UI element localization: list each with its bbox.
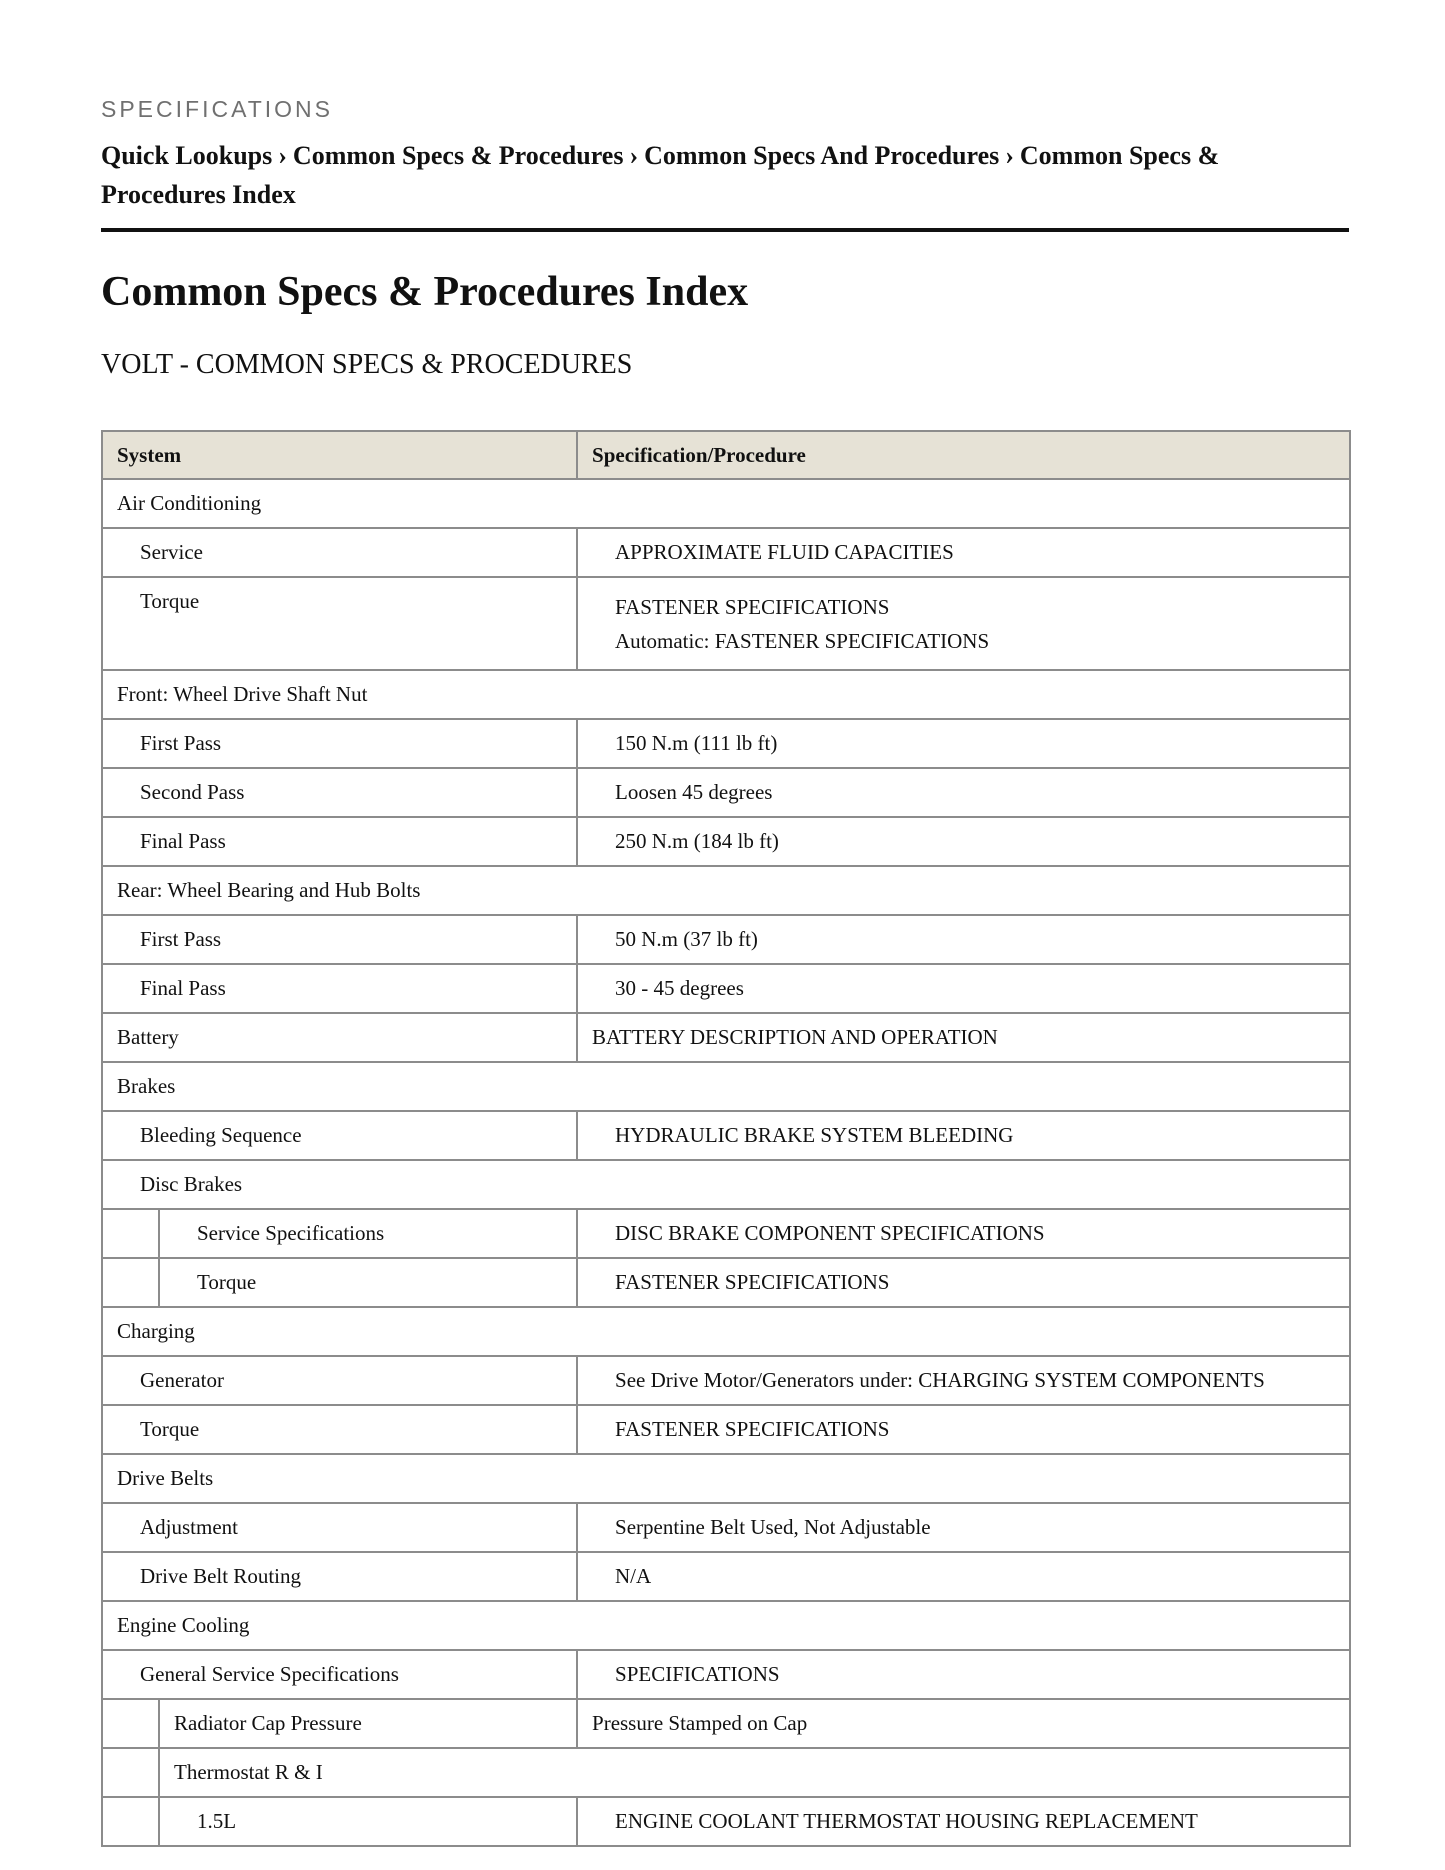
system-subgroup-label: Disc Brakes: [102, 1160, 1350, 1209]
page-title: Common Specs & Procedures Index: [101, 269, 749, 315]
table-row-group: [102, 866, 1350, 915]
table-row-group: [102, 1748, 1350, 1797]
system-cell: Adjustment: [102, 1503, 577, 1552]
table-row-group: [102, 1307, 1350, 1356]
system-cell: Drive Belt Routing: [102, 1552, 577, 1601]
table-row-group: [102, 1454, 1350, 1503]
system-group-label: Brakes: [102, 1062, 1350, 1111]
header-divider: [101, 228, 1349, 232]
indent-cell: [102, 1748, 159, 1797]
spec-link[interactable]: SPECIFICATIONS: [577, 1650, 1350, 1699]
breadcrumb-separator: ›: [1005, 141, 1014, 170]
system-group-label: Air Conditioning: [102, 479, 1350, 528]
system-cell: Generator: [102, 1356, 577, 1405]
specs-table: [101, 430, 1351, 1847]
table-row: [102, 964, 1350, 1013]
breadcrumb-item-current-page: Common Specs & Procedures Index: [101, 141, 1220, 209]
table-row-group: [102, 1062, 1350, 1111]
system-group-label: Front: Wheel Drive Shaft Nut: [102, 670, 1350, 719]
table-row: [102, 1405, 1350, 1454]
table-row: [102, 1356, 1350, 1405]
table-row: [102, 1258, 1350, 1307]
page-subtitle: VOLT - COMMON SPECS & PROCEDURES: [101, 349, 633, 380]
system-cell: Bleeding Sequence: [102, 1111, 577, 1160]
table-row-group: [102, 1601, 1350, 1650]
table-row: [102, 1503, 1350, 1552]
system-group-label: Engine Cooling: [102, 1601, 1350, 1650]
section-label: SPECIFICATIONS: [101, 96, 333, 122]
spec-value: 30 - 45 degrees: [577, 964, 1350, 1013]
system-cell: Final Pass: [102, 817, 577, 866]
breadcrumb-item-quick-lookups[interactable]: Quick Lookups: [101, 141, 273, 170]
table-row-group: [102, 479, 1350, 528]
table-row-group: [102, 1160, 1350, 1209]
spec-value: 50 N.m (37 lb ft): [577, 915, 1350, 964]
indent-cell: [102, 1797, 159, 1846]
indent-cell: [102, 1209, 159, 1258]
table-row: [102, 817, 1350, 866]
spec-value: Loosen 45 degrees: [577, 768, 1350, 817]
table-row: [102, 1552, 1350, 1601]
table-header-row: [102, 431, 1350, 479]
spec-link[interactable]: FASTENER SPECIFICATIONS: [615, 594, 890, 619]
spec-value: N/A: [577, 1552, 1350, 1601]
spec-link[interactable]: APPROXIMATE FLUID CAPACITIES: [577, 528, 1350, 577]
spec-value: 150 N.m (111 lb ft): [577, 719, 1350, 768]
spec-link[interactable]: BATTERY DESCRIPTION AND OPERATION: [577, 1013, 1350, 1062]
system-group-label: Charging: [102, 1307, 1350, 1356]
table-row: [102, 528, 1350, 577]
system-cell: Service: [102, 528, 577, 577]
table-row: [102, 1013, 1350, 1062]
spec-value: Serpentine Belt Used, Not Adjustable: [577, 1503, 1350, 1552]
table-row: [102, 1209, 1350, 1258]
breadcrumb-separator: ›: [278, 141, 287, 170]
system-cell: Second Pass: [102, 768, 577, 817]
system-cell: Torque: [159, 1258, 577, 1307]
spec-link[interactable]: ENGINE COOLANT THERMOSTAT HOUSING REPLACEMENT: [577, 1797, 1350, 1846]
system-cell: Torque: [102, 1405, 577, 1454]
breadcrumb-separator: ›: [629, 141, 639, 170]
spec-link[interactable]: DISC BRAKE COMPONENT SPECIFICATIONS: [577, 1209, 1350, 1258]
system-cell: First Pass: [102, 719, 577, 768]
system-cell: Final Pass: [102, 964, 577, 1013]
table-row: [102, 577, 1350, 670]
table-row: [102, 768, 1350, 817]
system-group-label: Rear: Wheel Bearing and Hub Bolts: [102, 866, 1350, 915]
system-cell: Torque: [102, 577, 577, 670]
system-group-label: Drive Belts: [102, 1454, 1350, 1503]
table-row-group: [102, 670, 1350, 719]
system-cell: First Pass: [102, 915, 577, 964]
indent-cell: [102, 1258, 159, 1307]
spec-link[interactable]: Automatic: FASTENER SPECIFICATIONS: [615, 628, 990, 653]
spec-link[interactable]: FASTENER SPECIFICATIONS: [577, 1258, 1350, 1307]
spec-link[interactable]: FASTENER SPECIFICATIONS: [577, 1405, 1350, 1454]
table-row: [102, 915, 1350, 964]
breadcrumb-item-common-specs-procedures[interactable]: Common Specs & Procedures: [292, 141, 624, 170]
system-subgroup-label: Thermostat R & I: [159, 1748, 1350, 1797]
table-row: [102, 1699, 1350, 1748]
system-cell: General Service Specifications: [102, 1650, 577, 1699]
column-header-system: System: [102, 431, 577, 479]
column-header-specification: Specification/Procedure: [577, 431, 1350, 479]
spec-link[interactable]: See Drive Motor/Generators under: CHARGING SYSTEM COMPONENTS: [577, 1356, 1350, 1405]
system-cell: Battery: [102, 1013, 577, 1062]
spec-link[interactable]: HYDRAULIC BRAKE SYSTEM BLEEDING: [577, 1111, 1350, 1160]
table-row: [102, 719, 1350, 768]
spec-value: 250 N.m (184 lb ft): [577, 817, 1350, 866]
spec-value: Pressure Stamped on Cap: [577, 1699, 1350, 1748]
breadcrumb-item-common-specs-and-procedures[interactable]: Common Specs And Procedures: [644, 141, 1000, 170]
indent-cell: [102, 1699, 159, 1748]
system-cell: Radiator Cap Pressure: [159, 1699, 577, 1748]
spec-cell: [577, 577, 1350, 670]
table-row: [102, 1797, 1350, 1846]
table-row: [102, 1650, 1350, 1699]
system-cell: 1.5L: [159, 1797, 577, 1846]
breadcrumb: [101, 136, 1349, 214]
system-cell: Service Specifications: [159, 1209, 577, 1258]
table-row: [102, 1111, 1350, 1160]
